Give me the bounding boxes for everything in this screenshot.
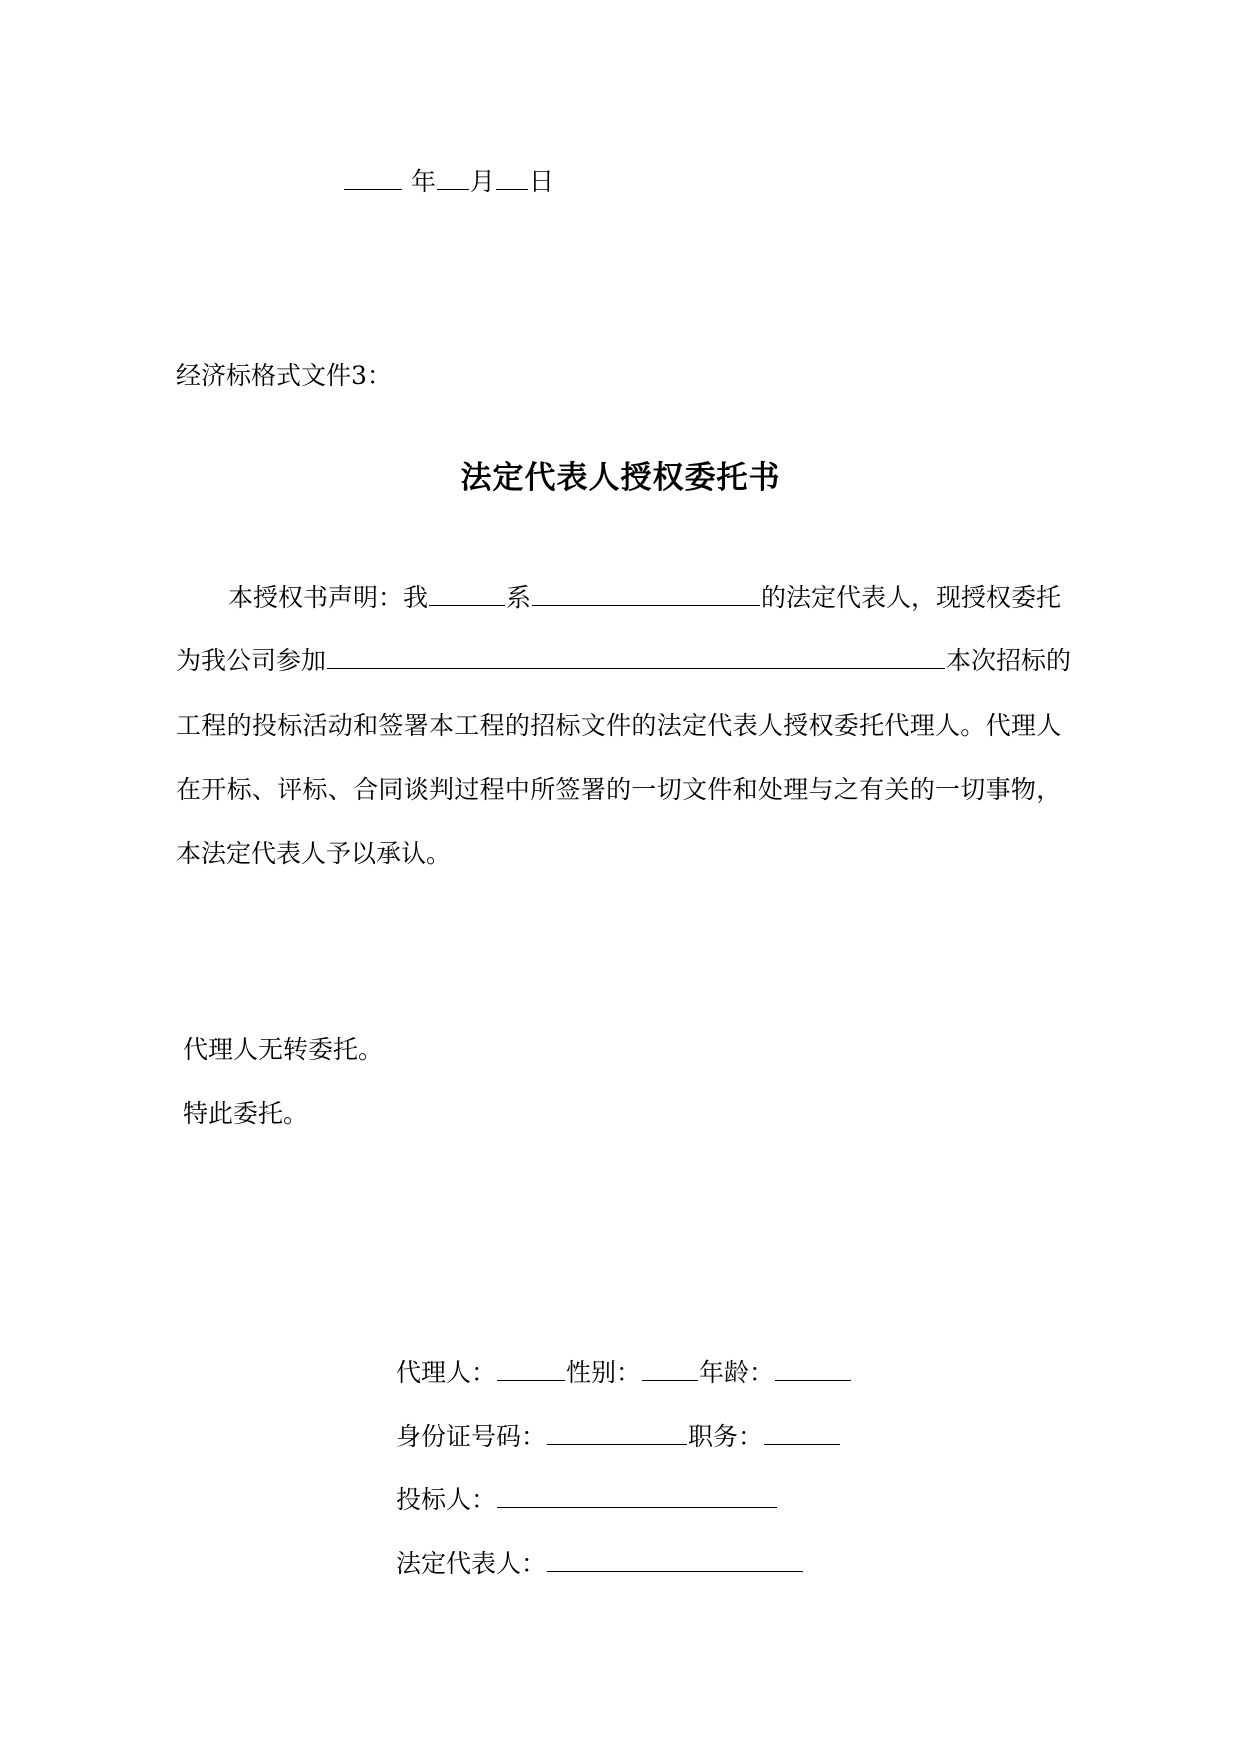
date-line [343,166,554,198]
no-transfer-note: 代理人无转委托。 [183,1035,384,1064]
id-number-blank[interactable] [547,1422,687,1445]
agent-info-line [396,1357,852,1389]
bidder-blank[interactable] [497,1485,777,1508]
bidder-label: 投标人： [396,1485,497,1514]
hereby-note: 特此委托。 [183,1099,309,1128]
id-info-line [396,1421,841,1453]
company-blank[interactable] [532,583,760,606]
body-line-2-b: 本次招标的 [946,646,1072,675]
agent-label: 代理人： [396,1358,497,1387]
body-line-1-a: 本授权书声明：我 [228,583,429,612]
section-label: 经济标格式文件3： [176,361,392,390]
age-label: 年龄： [699,1358,775,1387]
position-label: 职务： [688,1422,764,1451]
month-blank[interactable] [437,167,469,190]
bidder-line [396,1484,778,1516]
project-blank[interactable] [327,646,945,669]
body-line-1-b: 系 [506,583,532,612]
day-label: 日 [528,167,554,196]
agent-name-blank[interactable] [497,1358,565,1381]
gender-label: 性别： [566,1358,642,1387]
body-line-2-a: 为我公司参加 [176,646,327,675]
body-line-1-c: 的法定代表人，现授权委托 [761,583,1062,612]
id-label: 身份证号码： [396,1422,547,1451]
document-title: 法定代表人授权委托书 [460,460,781,496]
month-label: 月 [469,167,495,196]
legal-rep-line [396,1548,804,1580]
body-line-5: 本法定代表人予以承认。 [176,839,452,868]
gender-blank[interactable] [642,1358,698,1381]
body-line-2 [176,645,1071,677]
body-line-3: 工程的投标活动和签署本工程的招标文件的法定代表人授权委托代理人。代理人 [176,711,1062,740]
age-blank[interactable] [775,1358,851,1381]
position-blank[interactable] [764,1422,840,1445]
day-blank[interactable] [496,167,528,190]
year-label: 年 [410,167,436,196]
legal-rep-label: 法定代表人： [396,1549,547,1578]
year-blank[interactable] [344,167,402,190]
body-line-1 [228,582,1061,614]
legal-rep-blank[interactable] [547,1549,803,1572]
body-line-4: 在开标、评标、合同谈判过程中所签署的一切文件和处理与之有关的一切事物， [176,775,1062,804]
name-blank[interactable] [429,583,505,606]
